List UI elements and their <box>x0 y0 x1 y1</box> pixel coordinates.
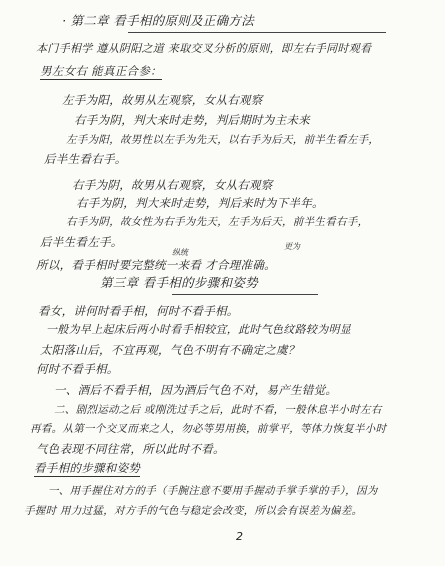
text-line: 左手为阳，故男从左观察，女从右观察 <box>62 93 263 107</box>
title-underline <box>128 32 386 33</box>
text-line: 气色表现不同往常，所以此时不看。 <box>36 442 225 456</box>
chapter-two-title: · 第二章 看手相的原则及正确方法 <box>62 13 255 28</box>
margin-note: 更为 <box>284 242 300 251</box>
text-line: 左手为阳，故男性以左手为先天，以右手为后天，前半生看左手， <box>66 134 380 146</box>
chapter-three-title: 第三章 看手相的步骤和姿势 <box>100 275 258 290</box>
text-line: 后半生看左手。 <box>40 235 123 249</box>
text-line: 右手为阴，判大来时走势，判后期时为主未来 <box>74 113 310 127</box>
text-line: 二、剧烈运动之后 或刚洗过手之后，此时不看，一般休息半小时左右 <box>54 404 382 416</box>
text-line: 何时不看手相。 <box>36 362 119 376</box>
text-line: 右手为阴，故男从右观察，女从右观察 <box>72 178 273 192</box>
text-line: 太阳落山后，不宜再观，气色不明有不确定之虞？ <box>40 343 300 357</box>
page-number: 2 <box>236 530 243 543</box>
text-line: 后半生看右手。 <box>44 152 127 166</box>
text-line: 看女，讲何时看手相，何时不看手相。 <box>38 304 239 318</box>
text-line: 手握时 用力过猛，对方手的气色与稳定会改变，所以会有误差为偏差。 <box>24 505 363 517</box>
text-line: 一、用手握住对方的手（手腕注意不要用手握动手掌手掌的手），因为 <box>48 485 378 497</box>
text-line: 右手为阴，故女性为右手为先天，左手为后天，前半生看右手， <box>66 216 369 228</box>
text-line: 一、酒后不看手相，因为酒后气色不对，易产生错觉。 <box>54 383 338 397</box>
text-line: 一般为早上起床后两小时看手相较宜，此时气色纹路较为明显 <box>46 323 352 336</box>
margin-note: 纵统 <box>172 248 188 257</box>
text-line: 所以，看手相时要完整统一来看 才合理准确。 <box>36 258 276 272</box>
title-underline <box>172 294 318 295</box>
text-line: 再看。从第一个交叉而来之人，勿必等男用换，前掌平，等体力恢复半小时 <box>30 423 387 435</box>
text-line: 右手为阴，判大来时走势，判后来时为下半年。 <box>76 196 324 210</box>
text-line: 男左女右 能真正合参： <box>40 64 162 78</box>
text-line: 看手相的步骤和姿势 <box>34 461 141 475</box>
text-line: 本门手相学 遵从阴阳之道 来取交叉分析的原则，即左右手同时观看 <box>36 42 372 55</box>
